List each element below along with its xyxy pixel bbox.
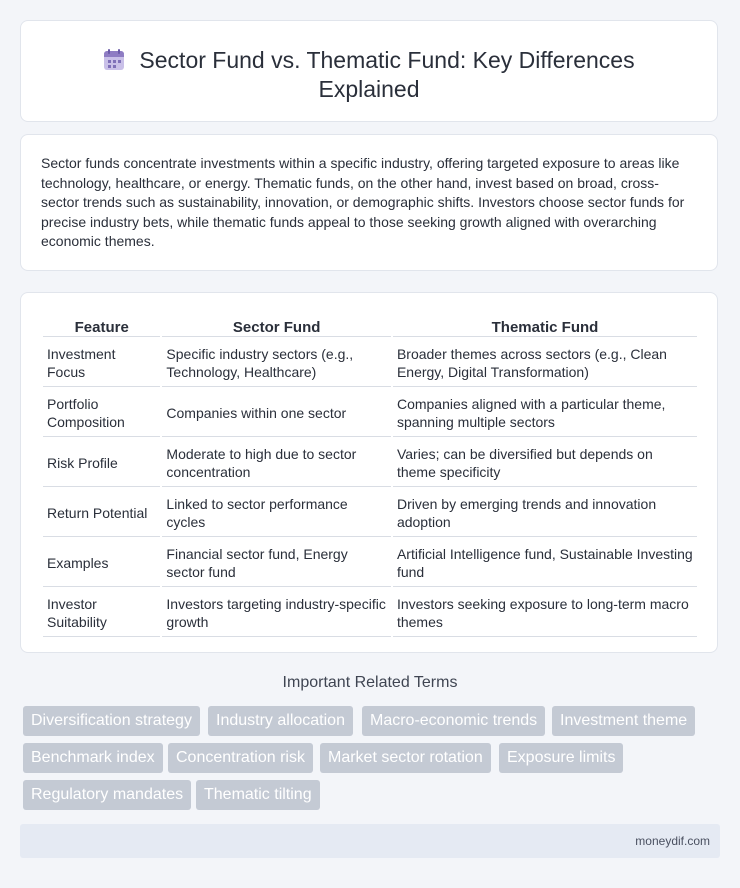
- table-row: [43, 489, 697, 537]
- intro-card: [20, 134, 718, 271]
- thematic-cell: Broader themes across sectors (e.g., Clean Energy, Digital Transformation): [393, 339, 697, 387]
- related-term-tag[interactable]: Concentration risk: [168, 743, 313, 773]
- related-term-tag[interactable]: Macro-economic trends: [362, 706, 545, 736]
- thematic-cell: Driven by emerging trends and innovation adoption: [393, 489, 697, 537]
- thematic-cell: Investors seeking exposure to long-term macro themes: [393, 589, 697, 637]
- table-row: [43, 539, 697, 587]
- related-term-tag[interactable]: Exposure limits: [499, 743, 623, 773]
- related-term-tag[interactable]: Industry allocation: [208, 706, 353, 736]
- thematic-cell: Varies; can be diversified but depends on theme specificity: [393, 439, 697, 487]
- page-title: [21, 46, 717, 104]
- sector-cell: Companies within one sector: [162, 389, 391, 437]
- related-term-tag[interactable]: Benchmark index: [23, 743, 163, 773]
- feature-cell: Portfolio Composition: [43, 389, 160, 437]
- table-row: [43, 589, 697, 637]
- calendar-icon: [103, 49, 125, 71]
- title-line-1: Sector Fund vs. Thematic Fund: Key Differences: [139, 47, 635, 73]
- sector-cell: Linked to sector performance cycles: [162, 489, 391, 537]
- table-row: [43, 439, 697, 487]
- feature-cell: Examples: [43, 539, 160, 587]
- feature-cell: Investment Focus: [43, 339, 160, 387]
- footer: [20, 824, 720, 858]
- related-term-tag[interactable]: Diversification strategy: [23, 706, 200, 736]
- table-header-row: [43, 318, 697, 337]
- sector-cell: Investors targeting industry-specific growth: [162, 589, 391, 637]
- thematic-cell: Companies aligned with a particular theme, spanning multiple sectors: [393, 389, 697, 437]
- title-line-2: Explained: [318, 76, 420, 102]
- sector-cell: Specific industry sectors (e.g., Technology, Healthcare): [162, 339, 391, 387]
- feature-cell: Investor Suitability: [43, 589, 160, 637]
- header-sector-fund: Sector Fund: [162, 318, 391, 337]
- sector-cell: Financial sector fund, Energy sector fund: [162, 539, 391, 587]
- table-row: [43, 339, 697, 387]
- feature-cell: Return Potential: [43, 489, 160, 537]
- related-term-tag[interactable]: Market sector rotation: [320, 743, 491, 773]
- related-term-tag[interactable]: Regulatory mandates: [23, 780, 191, 810]
- thematic-cell: Artificial Intelligence fund, Sustainable Investing fund: [393, 539, 697, 587]
- title-card: [20, 20, 718, 122]
- feature-cell: Risk Profile: [43, 439, 160, 487]
- table-row: [43, 389, 697, 437]
- related-term-tag[interactable]: Investment theme: [552, 706, 695, 736]
- site-credit[interactable]: moneydif.com: [635, 834, 710, 848]
- sector-cell: Moderate to high due to sector concentration: [162, 439, 391, 487]
- related-term-tag[interactable]: Thematic tilting: [196, 780, 320, 810]
- related-terms-heading: Important Related Terms: [282, 674, 458, 691]
- comparison-card: [20, 292, 718, 653]
- header-thematic-fund: Thematic Fund: [393, 318, 697, 337]
- comparison-table: [41, 316, 699, 639]
- intro-paragraph: Sector funds concentrate investments within a specific industry, offering targeted exposure to areas like technology, healthcare, or energy. Thematic funds, on the other hand, invest based on broad, cross-sector trends such as sustainability, innovation, or demographic shifts. Investors choose sector funds for precise industry bets, while thematic funds appeal to those seeking growth aligned with overarching economic themes.: [41, 155, 685, 250]
- header-feature: Feature: [43, 318, 160, 337]
